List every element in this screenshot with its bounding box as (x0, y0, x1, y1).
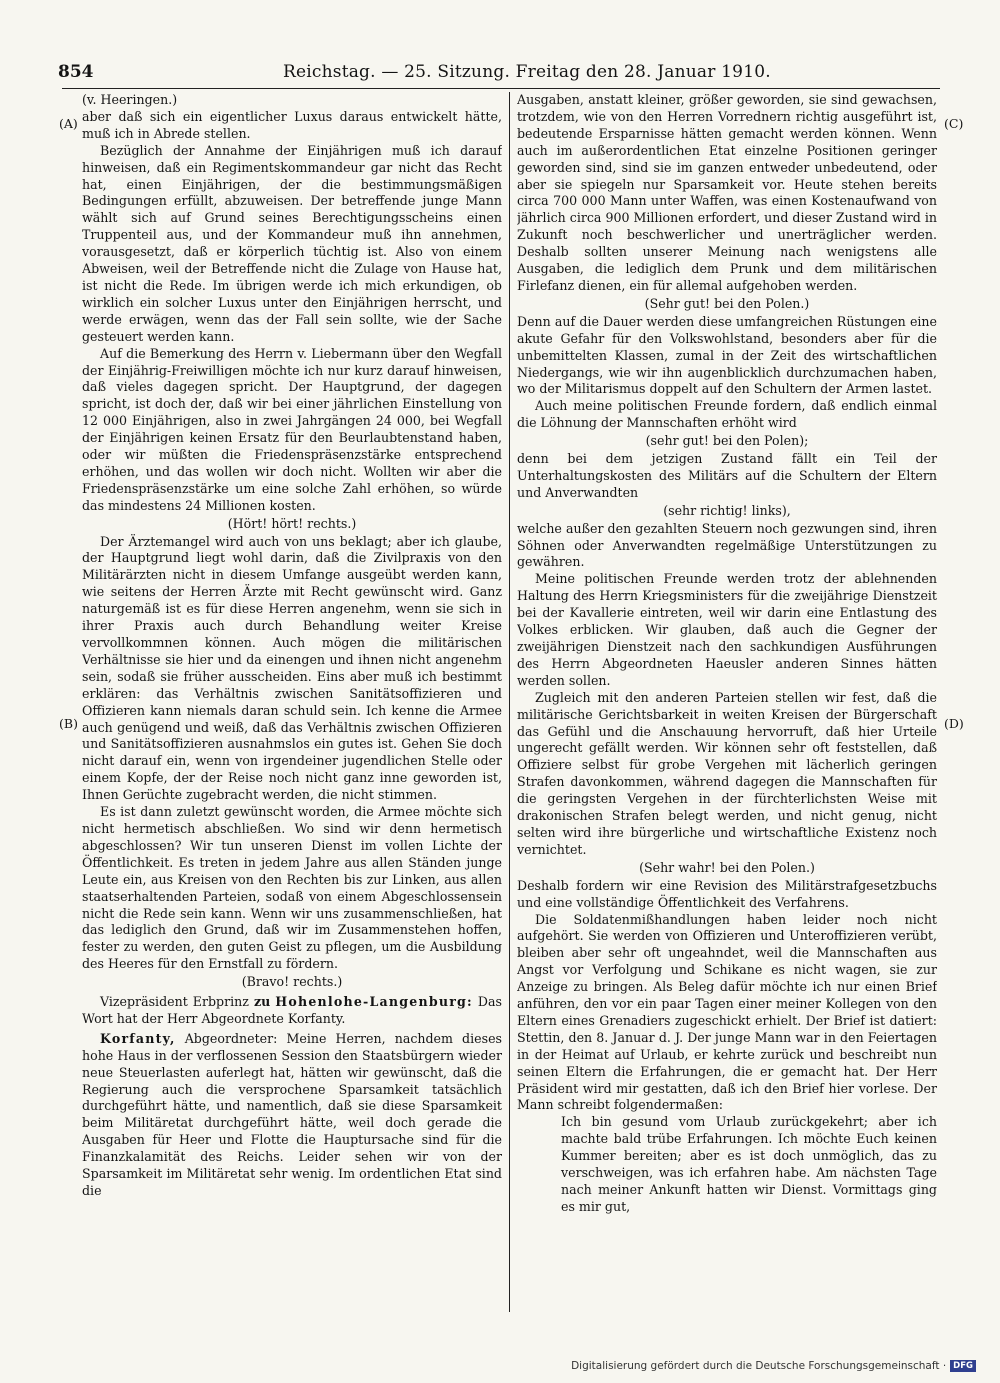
speaker-text: Abgeordneter: Meine Herren, nachdem dieses hohe Haus in der verflossenen Session den Staatsbürgern wieder neue Steuerlasten auferlegt hat, hätten wir gewünscht, daß die Regierung auch die versprochene Sparsamkeit tatsächlich durchgeführt hätte, und namentlich, daß sie diese Sparsamkeit beim Militäretat durchgeführt hätte, weil doch gerade die Ausgaben für Heer und Flotte die Hauptursache sind für die Finanzkalamität des Reichs. Leider sehen wir von der Sparsamkeit im Militäretat sehr wenig. Im ordentlichen Etat sind die (82, 1030, 502, 1198)
paragraph: Zugleich mit den anderen Parteien stellen wir fest, daß die militärische Gerichtsbarkeit in weiten Kreisen der Bürgerschaft das Gefühl und die Anschauung hervorruft, daß hier Urteile ungerecht gefällt werden. Wir können sehr oft feststellen, daß Offiziere selbst für grobe Vergehen mit lächerlich geringen Strafen davonkommen, während dagegen die Mannschaften für die geringsten Vergehen in der fürchterlichsten Weise mit drakonischen Strafen belegt werden, und nicht genug, nicht selten wird ihre bürgerliche und wirtschaftliche Existenz noch vernichtet. (517, 689, 937, 857)
speaker-paragraph (82, 994, 502, 1028)
column-divider (509, 92, 510, 1312)
paragraph: denn bei dem jetzigen Zustand fällt ein Teil der Unterhaltungskosten des Militärs auf die Schultern der Eltern und Anverwandten (517, 451, 937, 500)
speaker-name: Hohenlohe-Langenburg: (275, 994, 473, 1010)
speaker-paragraph (82, 1031, 502, 1200)
speaker-title: Vizepräsident Erbprinz (100, 994, 249, 1010)
interjection: (Bravo! rechts.) (241, 974, 343, 990)
letter-quote: Ich bin gesund vom Urlaub zurückgekehrt; aber ich machte bald trübe Erfahrungen. Ich möchte Euch keinen Kummer bereiten; aber es ist doch unmöglich, das zu verschweigen, was ich erfahren habe. Am nächsten Tage nach meiner Ankunft hatten wir Dienst. Vormittags ging es mir gut, (561, 1114, 937, 1214)
interjection: (Sehr gut! bei den Polen.) (644, 295, 810, 311)
page-header (58, 62, 938, 84)
paragraph: Die Soldatenmißhandlungen haben leider noch nicht aufgehört. Sie werden von Offizieren und Unteroffizieren verübt, bleiben aber sehr oft ungeahndet, weil die Mannschaften aus Angst vor Verfolgung und Schikane es nicht wagen, sie zur Anzeige zu bringen. Als Beleg dafür möchte ich nur einen Brief anführen, den vor ein paar Tagen einer meiner Kollegen von den Eltern eines Grenadiers zugeschickt erhielt. Der Brief ist datiert: Stettin, den 8. Januar d. J. Der junge Mann war in den Feiertagen in der Heimat auf Urlaub, er kehrte zurück und beschreibt nun seinen Eltern die Erfahrungen, die er gemacht hat. Der Herr Präsident wird mir gestatten, daß ich den Brief hier vorlese. Der Mann schreibt folgendermaßen: (517, 911, 937, 1113)
interjection: (Sehr wahr! bei den Polen.) (639, 859, 815, 875)
header-rule (62, 88, 940, 89)
interjection: (Hört! hört! rechts.) (227, 515, 357, 531)
margin-mark-d: (D) (944, 716, 964, 731)
margin-mark-b: (B) (59, 716, 78, 731)
interjection: (sehr gut! bei den Polen); (645, 433, 809, 449)
page-number: 854 (58, 62, 94, 82)
paragraph: Bezüglich der Annahme der Einjährigen muß ich darauf hinweisen, daß ein Regimentskommandeur gar nicht das Recht hat, einen Einjährigen, der die bestimmungsmäßigen Bedingungen erfüllt, abzuweisen. Der betreffende junge Mann wählt sich auf Grund seines Berechtigungsscheins einen Truppenteil aus, und der Kommandeur muß ihn annehmen, vorausgesetzt, daß er körperlich tüchtig ist. Also von einem Abweisen, weil der Betreffende nicht die Zulage von Hause hat, ist nicht die Rede. Im übrigen werde ich mich erkundigen, ob wirklich ein solcher Luxus unter den Einjährigen herrscht, und werde erwägen, wenn das der Fall sein sollte, wie der Sache gesteuert werden kann. (82, 142, 502, 344)
running-title: Reichstag. — 25. Sitzung. Freitag den 28. Januar 1910. (283, 62, 771, 82)
page-footer (571, 1360, 976, 1372)
right-column (517, 92, 937, 1317)
speaker-particle: zu (253, 994, 271, 1010)
speaker-text: Das Wort hat der Herr Abgeordnete Korfanty. (82, 994, 502, 1026)
left-column (82, 92, 502, 1317)
margin-mark-a: (A) (59, 116, 78, 131)
paragraph: welche außer den gezahlten Steuern noch gezwungen sind, ihren Söhnen oder Anverwandten regelmäßige Unterstützungen zu gewähren. (517, 520, 937, 570)
interjection: (sehr richtig! links), (663, 502, 791, 518)
speaker-name: Korfanty, (100, 1030, 176, 1046)
paragraph: Es ist dann zuletzt gewünscht worden, die Armee möchte sich nicht hermetisch abschließen. Wo sind wir denn hermetisch abgeschlossen? Wir tun unseren Dienst im vollen Lichte der Öffentlichkeit. Es treten in jedem Jahre aus allen Ständen junge Leute ein, aus Kreisen von den Rechten bis zur Linken, aus allen staatserhaltenden Parteien, sodaß von einem Abgeschlossensein nicht die Rede sein kann. Wenn wir uns zusammenschließen, hat das lediglich den Grund, daß wir im Zusammenstehen hoffen, fester zu werden, den guten Geist zu pflegen, um die Ausbildung des Heeres für den Ernstfall zu fördern. (82, 804, 502, 972)
footer-credit: Digitalisierung gefördert durch die Deutsche Forschungsgemeinschaft · (571, 1360, 947, 1372)
paragraph: aber daß sich ein eigentlicher Luxus daraus entwickelt hätte, muß ich in Abrede stellen. (82, 108, 502, 141)
paragraph: Deshalb fordern wir eine Revision des Militärstrafgesetzbuchs und eine vollständige Öffentlichkeit des Verfahrens. (517, 877, 937, 910)
dfg-logo: DFG (950, 1360, 976, 1372)
paragraph: Der Ärztemangel wird auch von uns beklagt; aber ich glaube, der Hauptgrund liegt wohl darin, daß die Zivilpraxis von den Militärärzten nicht in diesem Umfange ausgeübt werden kann, wie seitens der Herren Ärzte mit Recht gewünscht wird. Ganz naturgemäß ist es für diese Herren angenehm, wenn sie sich in ihrer Praxis auch durch Behandlung weiter Kreise vervollkommnen können. Auch mögen die militärischen Verhältnisse sie hier und da einengen und ihnen nicht angenehm sein, sodaß sie früher ausscheiden. Eins aber muß ich bestimmt erklären: das Verhältnis zwischen Sanitätsoffizieren und Offizieren kann niemals daran schuld sein. Ich kenne die Armee auch genügend und weiß, daß das Verhältnis zwischen Offizieren und Sanitätsoffizieren ausnahmslos ein gutes ist. Gehen Sie doch nicht darauf ein, wenn von irgendeiner jugendlichen Stelle oder einem Kopfe, der der Reise noch nicht ganz inne geworden ist, Ihnen Gerüchte zugebracht werden, die nicht stimmen. (82, 533, 502, 803)
margin-mark-c: (C) (944, 116, 964, 131)
paragraph: Meine politischen Freunde werden trotz der ablehnenden Haltung des Herrn Kriegsministers für die zweijährige Dienstzeit bei der Kavallerie eintreten, weil wir darin eine Entlastung des Volkes erblicken. Wir glauben, daß auch die Gegner der zweijährigen Dienstzeit nach den sachkundigen Ausführungen des Herrn Abgeordneten Haeusler anderen Sinnes hätten werden sollen. (517, 571, 937, 688)
paragraph: Denn auf die Dauer werden diese umfangreichen Rüstungen eine akute Gefahr für den Volkswohlstand, besonders aber für die unbemittelten Klassen, zumal in der Zeit des wirtschaftlichen Niedergangs, wie wir ihn augenblicklich durchzumachen haben, wo der Militarismus doppelt auf den Schultern der Armen lastet. (517, 313, 937, 397)
paragraph: Auf die Bemerkung des Herrn v. Liebermann über den Wegfall der Einjährig-Freiwilligen möchte ich nur kurz darauf hinweisen, daß vieles dagegen spricht. Der Hauptgrund, der dagegen spricht, ist doch der, daß wir bei einer jährlichen Einstellung von 12 000 Einjährigen, also in zwei Jahrgängen 24 000, bei Wegfall der Einjährigen keinen Ersatz für den Beurlaubtenstand haben, oder wir müßten die Friedenspräsenzstärke entsprechend erhöhen, und das wollen wir doch nicht. Wollten wir aber die Friedenspräsenzstärke um eine solche Zahl erhöhen, so würde das mindestens 24 Millionen kosten. (82, 345, 502, 513)
paragraph: Ausgaben, anstatt kleiner, größer geworden, sie sind gewachsen, trotzdem, wie von den Herren Vorrednern richtig ausgeführt ist, bedeutende Ersparnisse hätten gemacht werden können. Wenn auch im außerordentlichen Etat einzelne Positionen geringer geworden sind, sind sie im ganzen entweder unbedeutend, oder aber sie spiegeln nur Sparsamkeit vor. Heute stehen bereits circa 700 000 Mann unter Waffen, was einen Kostenaufwand von jährlich circa 900 Millionen erfordert, und dieser Zustand wird in Zukunft noch beschwerlicher und unerträglicher werden. Deshalb sollten unserer Meinung nach wenigstens alle Ausgaben, die lediglich dem Prunk und dem militärischen Firlefanz dienen, ein für allemal aufgehoben werden. (517, 92, 937, 293)
paragraph: Auch meine politischen Freunde fordern, daß endlich einmal die Löhnung der Mannschaften erhöht wird (517, 398, 937, 431)
speaker-tag: (v. Heeringen.) (82, 92, 178, 107)
